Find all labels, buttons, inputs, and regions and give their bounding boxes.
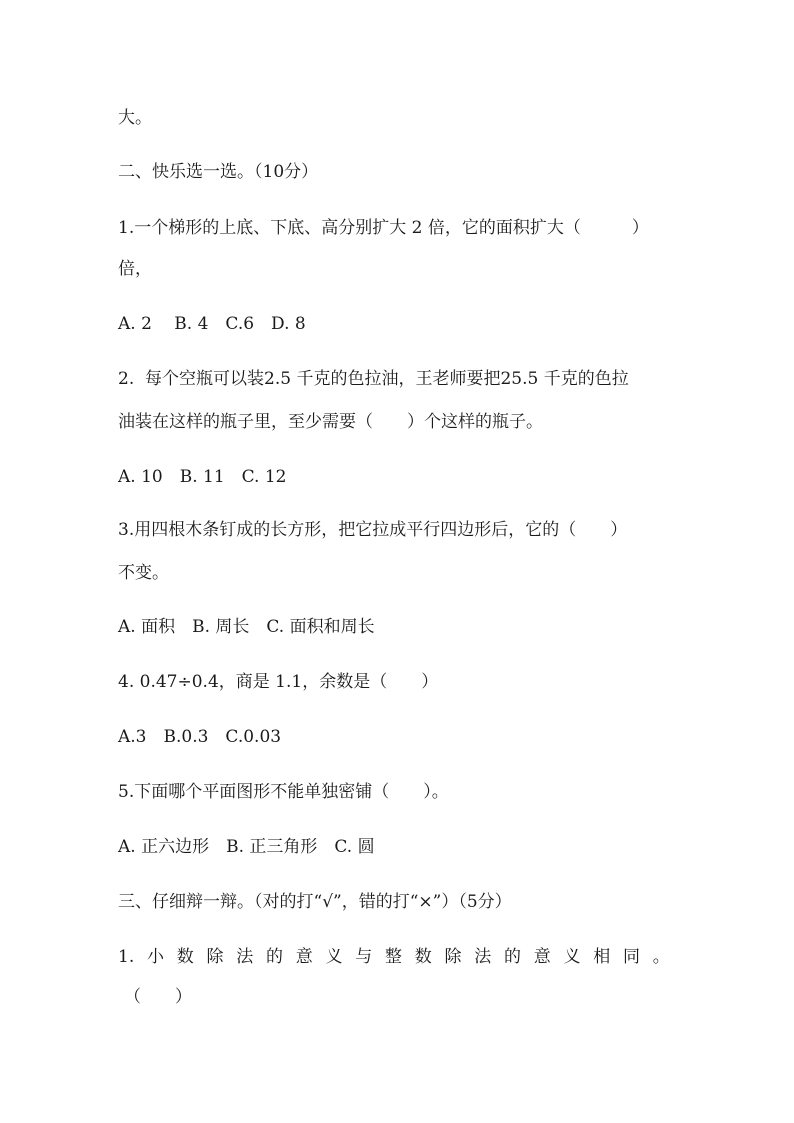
jq1-char: 的: [265, 947, 283, 967]
question-3-continued: 不变。: [118, 563, 169, 583]
section-heading-choice: 二、快乐选一选。（10分）: [118, 162, 319, 182]
question-1: 1.一个梯形的上底、下底、高分别扩大 2 倍，它的面积扩大（ ）: [118, 218, 649, 238]
judge-question-1-answer-blank: （ ）: [124, 987, 192, 1007]
continuation-text: 大。: [118, 108, 152, 128]
section-heading-judge: 三、仔细辩一辩。（对的打“√”，错的打“×”）（5分）: [118, 892, 512, 912]
jq1-char: 小: [146, 947, 164, 967]
question-4-options: A.3 B.0.3 C.0.03: [118, 727, 282, 747]
question-2-continued: 油装在这样的瓶子里，至少需要（ ）个这样的瓶子。: [118, 412, 543, 432]
question-1-continued: 倍，: [118, 259, 152, 279]
question-5-options: A. 正六边形 B. 正三角形 C. 圆: [118, 837, 375, 857]
jq1-char: 。: [652, 947, 670, 967]
jq1-char: 数: [176, 947, 194, 967]
question-3: 3.用四根木条钉成的长方形，把它拉成平行四边形后，它的（ ）: [118, 520, 628, 540]
jq1-char: 数: [414, 947, 432, 967]
jq1-char: 法: [236, 947, 254, 967]
judge-question-1: [118, 946, 670, 968]
jq1-char: 相: [593, 947, 611, 967]
jq1-char: 除: [206, 947, 224, 967]
jq1-char: 义: [563, 947, 581, 967]
jq1-char: 意: [533, 947, 551, 967]
question-2-options: A. 10 B. 11 C. 12: [118, 467, 287, 487]
jq1-char: 同: [622, 947, 640, 967]
jq1-char: 除: [444, 947, 462, 967]
question-1-options: A. 2 B. 4 C.6 D. 8: [118, 314, 306, 334]
jq1-char: 法: [474, 947, 492, 967]
question-2: 2. 每个空瓶可以装2.5 千克的色拉油，王老师要把25.5 千克的色拉: [118, 369, 629, 389]
jq1-char: 整: [384, 947, 402, 967]
jq1-char: 意: [295, 947, 313, 967]
question-3-options: A. 面积 B. 周长 C. 面积和周长: [118, 617, 375, 637]
question-4: 4. 0.47÷0.4，商是 1.1，余数是（ ）: [118, 672, 439, 692]
jq1-char: 的: [503, 947, 521, 967]
jq1-char: 义: [325, 947, 343, 967]
question-5: 5.下面哪个平面图形不能单独密铺（ ）。: [118, 782, 449, 802]
jq1-char: 1.: [118, 947, 135, 967]
jq1-char: 与: [355, 947, 373, 967]
